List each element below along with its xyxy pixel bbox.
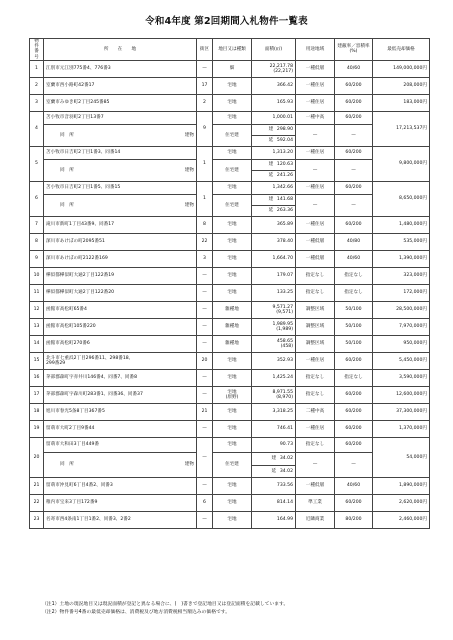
table-row	[30, 267, 430, 284]
row-location-building	[44, 194, 197, 216]
row-area: 1,425.24	[252, 369, 296, 386]
table-row	[30, 420, 430, 437]
row-number: 8	[30, 233, 44, 250]
table-row	[30, 386, 430, 403]
table-row	[30, 181, 430, 194]
row-location-building	[44, 159, 197, 181]
row-price: 2,460,000円	[373, 511, 430, 528]
row-ratio: 50/100	[335, 301, 373, 318]
row-number: 22	[30, 494, 44, 511]
row-location: 函館市高松町65番4	[44, 301, 197, 318]
row-ratio: 40/60	[335, 477, 373, 494]
table-row	[30, 369, 430, 386]
building-label: 建物	[184, 462, 194, 468]
row-area: 1,000.01	[252, 111, 296, 124]
row-ratio: 60/200	[335, 352, 373, 369]
row-number: 2	[30, 77, 44, 94]
row-zone: —	[296, 194, 335, 216]
row-location-building	[44, 124, 197, 146]
row-area: 164.99	[252, 511, 296, 528]
row-location-building	[44, 452, 197, 477]
row-price: 7,970,000円	[373, 318, 430, 335]
row-area	[252, 301, 296, 318]
building-area-label: 建	[268, 197, 274, 203]
header-number: 物件番号	[30, 39, 44, 61]
building-label: 建物	[184, 202, 194, 208]
area-value: 8,971.55	[272, 389, 293, 395]
row-location: 樺似都樺似町大通2丁目122番19	[44, 267, 197, 284]
building-area-label: 建	[268, 162, 274, 168]
row-ratio: 40/80	[335, 233, 373, 250]
row-area	[252, 60, 296, 77]
row-zone: 調整区域	[296, 301, 335, 318]
row-number: 4	[30, 111, 44, 146]
area-registered: (1,989)	[276, 326, 293, 332]
row-number: 12	[30, 301, 44, 318]
row-block: 1	[197, 181, 213, 216]
row-ratio: 60/200	[335, 494, 373, 511]
row-area	[252, 318, 296, 335]
row-number: 17	[30, 386, 44, 403]
row-zone: 調整区域	[296, 318, 335, 335]
building-area-value: 298.90	[276, 127, 293, 133]
row-zone: 指定なし	[296, 284, 335, 301]
table-row-building	[30, 194, 430, 205]
row-ratio: —	[335, 452, 373, 477]
property-table	[29, 38, 430, 529]
row-zone: 調整区域	[296, 335, 335, 352]
row-land-type: 宅地	[213, 111, 252, 124]
header-zone: 用途地域	[296, 39, 335, 61]
table-row	[30, 335, 430, 352]
row-zone: 一種住居	[296, 146, 335, 159]
row-land-type: 雑種地	[213, 318, 252, 335]
row-area	[252, 386, 296, 403]
row-price: 172,000円	[373, 284, 430, 301]
area-value: 9,571.27	[272, 304, 293, 310]
area-registered: (8,970)	[276, 394, 293, 400]
table-row	[30, 60, 430, 77]
row-zone: 一種住居	[296, 94, 335, 111]
footnote-1: （注1）土地の現況地目又は現況面積が登記と異なる場合に、( )書きで登記地目又は登記面積を記載しています。	[42, 602, 289, 607]
row-land-type	[213, 386, 252, 403]
row-zone: —	[296, 452, 335, 477]
row-location: 函館市高松町105番220	[44, 318, 197, 335]
row-price: 54,000円	[373, 437, 430, 477]
row-area: 746.41	[252, 420, 296, 437]
table-row	[30, 318, 430, 335]
floor-area-label: 延	[268, 173, 274, 179]
table-row	[30, 233, 430, 250]
row-area: 366.42	[252, 77, 296, 94]
row-building-area	[252, 194, 296, 205]
row-ratio: 40/60	[335, 250, 373, 267]
row-price: 149,000,000円	[373, 60, 430, 77]
row-location: 苫小牧市音羽町2丁目13番7	[44, 111, 197, 124]
row-location	[44, 352, 197, 369]
land-type-value: 宅地	[227, 389, 237, 395]
row-land-type: 宅地	[213, 77, 252, 94]
row-area: 365.89	[252, 216, 296, 233]
row-block: —	[197, 437, 213, 477]
row-land-type: 宅地	[213, 284, 252, 301]
row-land-type: 宅地	[213, 494, 252, 511]
row-location: 室蘭市みゆき町2丁目245番85	[44, 94, 197, 111]
area-registered: (9,571)	[276, 309, 293, 315]
row-zone: 一種低層	[296, 60, 335, 77]
row-floor-area	[252, 465, 296, 477]
row-area: 3,318.25	[252, 403, 296, 420]
building-area-value: 34.02	[279, 456, 293, 462]
row-location: 樺似都樺似町大通2丁目122番20	[44, 284, 197, 301]
area-value: 22,217.78	[269, 63, 293, 69]
row-ratio: 60/200	[335, 146, 373, 159]
row-location: 留萌市大町2丁目9番44	[44, 420, 197, 437]
row-number: 6	[30, 181, 44, 216]
row-zone: 一種住居	[296, 352, 335, 369]
row-ratio: 40/60	[335, 60, 373, 77]
row-block: 3	[197, 250, 213, 267]
row-number: 18	[30, 403, 44, 420]
row-area: 1,313.20	[252, 146, 296, 159]
row-number: 16	[30, 369, 44, 386]
row-price: 37,300,000円	[373, 403, 430, 420]
floor-area-label: 延	[268, 208, 274, 214]
row-land-type: 宅地	[213, 352, 252, 369]
row-price: 323,000円	[373, 267, 430, 284]
row-price: 1,890,000円	[373, 477, 430, 494]
row-location: 滝川市新町1丁目43番9、同番17	[44, 216, 197, 233]
row-number: 5	[30, 146, 44, 181]
header-location: 所 在 地	[44, 39, 197, 61]
row-ratio: 60/200	[335, 77, 373, 94]
row-zone: 指定なし	[296, 267, 335, 284]
row-price: 950,000円	[373, 335, 430, 352]
row-location: 函館市高松町270番6	[44, 335, 197, 352]
row-number: 21	[30, 477, 44, 494]
row-building-type: 住宅建	[213, 194, 252, 216]
location-line-2: 299番29	[46, 360, 66, 366]
table-row	[30, 403, 430, 420]
table-row	[30, 94, 430, 111]
row-block: 17	[197, 77, 213, 94]
building-same-place: 同 所	[60, 202, 74, 208]
building-same-place: 同 所	[60, 132, 74, 138]
row-location: 旭川市春光5条8丁目367番5	[44, 403, 197, 420]
row-location: 留萌市沖見町6丁目4番2、同番3	[44, 477, 197, 494]
row-number: 1	[30, 60, 44, 77]
footnotes	[42, 601, 288, 617]
floor-area-value: 241.26	[276, 173, 293, 179]
row-number: 14	[30, 335, 44, 352]
table-row	[30, 77, 430, 94]
row-zone: 一種住居	[296, 420, 335, 437]
row-block: —	[197, 477, 213, 494]
building-area-label: 建	[268, 127, 274, 133]
row-ratio: 60/200	[335, 111, 373, 124]
row-building-type: 住宅建	[213, 159, 252, 181]
row-location: 茅部郡森町字赤井川146番4、同番7、同番8	[44, 369, 197, 386]
row-price: 208,000円	[373, 77, 430, 94]
row-number: 13	[30, 318, 44, 335]
row-land-type: 宅地	[213, 437, 252, 452]
floor-area-value: 592.04	[276, 138, 293, 144]
row-land-type: 宅地	[213, 369, 252, 386]
row-location: 深川市あけぼの町2122番169	[44, 250, 197, 267]
row-land-type: 宅地	[213, 250, 252, 267]
row-building-area	[252, 124, 296, 135]
row-zone: 指定なし	[296, 386, 335, 403]
row-number: 23	[30, 511, 44, 528]
row-land-type: 宅地	[213, 403, 252, 420]
row-number: 9	[30, 250, 44, 267]
row-price: 1,480,000円	[373, 216, 430, 233]
row-block: 2	[197, 94, 213, 111]
row-land-type: 宅地	[213, 181, 252, 194]
row-block: —	[197, 301, 213, 318]
row-building-type: 住宅建	[213, 452, 252, 477]
table-row	[30, 111, 430, 124]
area-registered: (22,217)	[273, 68, 293, 74]
row-area	[252, 335, 296, 352]
row-block: 20	[197, 352, 213, 369]
row-ratio: 指定なし	[335, 369, 373, 386]
area-registered: (458)	[280, 343, 293, 349]
row-number: 7	[30, 216, 44, 233]
row-price: 17,213,537円	[373, 111, 430, 146]
table-row	[30, 146, 430, 159]
row-ratio: 指定なし	[335, 267, 373, 284]
floor-area-label: 延	[271, 468, 277, 474]
row-area: 733.56	[252, 477, 296, 494]
row-land-type: 宅地	[213, 477, 252, 494]
row-price: 9,800,000円	[373, 146, 430, 181]
row-ratio: 50/100	[335, 335, 373, 352]
row-price: 535,000円	[373, 233, 430, 250]
row-price: 5,450,000円	[373, 352, 430, 369]
table-row	[30, 511, 430, 528]
area-value: 1,989.95	[272, 321, 293, 327]
table-row	[30, 250, 430, 267]
row-land-type: 宅地	[213, 267, 252, 284]
row-number: 19	[30, 420, 44, 437]
row-location: 江別市元江別775番4、776番3	[44, 60, 197, 77]
row-block: 1	[197, 146, 213, 181]
row-block: —	[197, 420, 213, 437]
row-ratio: 80/200	[335, 511, 373, 528]
table-row	[30, 494, 430, 511]
row-zone: 一種住居	[296, 216, 335, 233]
row-zone: 準工業	[296, 494, 335, 511]
row-ratio: —	[335, 159, 373, 181]
row-block: —	[197, 511, 213, 528]
row-block: 6	[197, 494, 213, 511]
building-label: 建物	[184, 132, 194, 138]
row-block: —	[197, 335, 213, 352]
row-price: 12,600,000円	[373, 386, 430, 403]
row-block: —	[197, 60, 213, 77]
row-block: 9	[197, 111, 213, 146]
building-same-place: 同 所	[60, 167, 74, 173]
table-row	[30, 301, 430, 318]
row-price: 1,390,000円	[373, 250, 430, 267]
building-area-label: 建	[271, 456, 277, 462]
row-zone: —	[296, 124, 335, 146]
row-block: 21	[197, 403, 213, 420]
row-ratio: 60/200	[335, 437, 373, 452]
row-land-type: 畑	[213, 60, 252, 77]
row-block: —	[197, 386, 213, 403]
building-area-value: 120.63	[276, 162, 293, 168]
row-land-type: 宅地	[213, 94, 252, 111]
row-block: —	[197, 369, 213, 386]
row-price: 8,650,000円	[373, 181, 430, 216]
row-block: —	[197, 284, 213, 301]
row-block: —	[197, 318, 213, 335]
row-price: 3,590,000円	[373, 369, 430, 386]
row-area: 1,664.70	[252, 250, 296, 267]
row-zone: 近隣商業	[296, 511, 335, 528]
row-area: 352.93	[252, 352, 296, 369]
row-number: 10	[30, 267, 44, 284]
row-price: 183,000円	[373, 94, 430, 111]
row-price: 1,370,000円	[373, 420, 430, 437]
row-area: 90.73	[252, 437, 296, 452]
table-row	[30, 216, 430, 233]
row-zone: 一種住居	[296, 77, 335, 94]
row-building-area	[252, 452, 296, 465]
table-row	[30, 352, 430, 369]
row-location: 苫小牧市日吉町2丁目1番5、同番15	[44, 181, 197, 194]
row-location: 苫小牧市日吉町2丁目1番3、同番14	[44, 146, 197, 159]
row-ratio: 指定なし	[335, 284, 373, 301]
row-floor-area	[252, 170, 296, 181]
row-location: 名寄市西4条南1丁目1番2、同番3、2番2	[44, 511, 197, 528]
table-row-building	[30, 452, 430, 465]
row-location: 茅部郡森町字森川町283番1、同番36、同番37	[44, 386, 197, 403]
row-zone: 一種低層	[296, 477, 335, 494]
table-row-building	[30, 124, 430, 135]
row-number: 3	[30, 94, 44, 111]
row-land-type: 宅地	[213, 233, 252, 250]
row-land-type: 宅地	[213, 420, 252, 437]
row-ratio: 60/200	[335, 216, 373, 233]
table-row	[30, 437, 430, 452]
header-block: 街区	[197, 39, 213, 61]
row-zone: 指定なし	[296, 369, 335, 386]
floor-area-value: 34.02	[279, 468, 293, 474]
floor-area-label: 延	[268, 138, 274, 144]
row-location: 留萌市大和田3丁目449番	[44, 437, 197, 452]
row-price: 28,500,000円	[373, 301, 430, 318]
floor-area-value: 263.36	[276, 208, 293, 214]
row-price: 2,620,000円	[373, 494, 430, 511]
row-ratio: —	[335, 194, 373, 216]
building-same-place: 同 所	[60, 462, 74, 468]
row-ratio: 50/100	[335, 318, 373, 335]
row-zone: 指定なし	[296, 437, 335, 452]
row-location: 室蘭市西小路町42番17	[44, 77, 197, 94]
row-number: 15	[30, 352, 44, 369]
table-row-building	[30, 159, 430, 170]
row-land-type: 宅地	[213, 511, 252, 528]
row-block: 8	[197, 216, 213, 233]
row-block: 22	[197, 233, 213, 250]
row-land-type: 宅地	[213, 216, 252, 233]
location-line-1: 北斗市七重浜2丁目296番11、298番18、	[46, 355, 134, 361]
row-area: 179.07	[252, 267, 296, 284]
row-ratio: 60/200	[335, 386, 373, 403]
building-label: 建物	[184, 167, 194, 173]
row-zone: 一種低層	[296, 233, 335, 250]
row-location: 深川市あけぼの町2095番51	[44, 233, 197, 250]
row-number: 11	[30, 284, 44, 301]
row-zone: —	[296, 159, 335, 181]
header-area: 面積(㎡)	[252, 39, 296, 61]
row-area: 1,342.66	[252, 181, 296, 194]
row-floor-area	[252, 135, 296, 146]
area-value: 458.65	[276, 338, 293, 344]
table-row	[30, 477, 430, 494]
row-zone: 一種低層	[296, 250, 335, 267]
building-area-value: 141.68	[276, 197, 293, 203]
row-location: 稚内市宝来3丁目172番9	[44, 494, 197, 511]
row-floor-area	[252, 205, 296, 216]
row-ratio: 60/200	[335, 420, 373, 437]
row-ratio: 60/200	[335, 403, 373, 420]
row-number: 20	[30, 437, 44, 477]
row-zone: 二種中高	[296, 403, 335, 420]
row-zone: 一種住居	[296, 181, 335, 194]
row-area: 814.14	[252, 494, 296, 511]
row-land-type: 宅地	[213, 146, 252, 159]
header-price: 最低売却価格	[373, 39, 430, 61]
footnote-2: （注2）物件番号4番の最低売却価格は、消費税及び地方消費税相当額込みの価格です。	[42, 610, 231, 615]
row-ratio: 60/200	[335, 94, 373, 111]
row-land-type: 雑種地	[213, 335, 252, 352]
row-building-area	[252, 159, 296, 170]
row-area: 133.25	[252, 284, 296, 301]
header-land-type: 地目又は種類	[213, 39, 252, 61]
table-header-row	[30, 39, 430, 61]
table-row	[30, 284, 430, 301]
row-building-type: 住宅建	[213, 124, 252, 146]
row-area: 165.93	[252, 94, 296, 111]
row-block: —	[197, 267, 213, 284]
row-land-type: 雑種地	[213, 301, 252, 318]
row-zone: 一種中高	[296, 111, 335, 124]
header-ratio: 建蔽率／容積率(%)	[335, 39, 373, 61]
page-title: 令和4年度 第2回期間入札物件一覧表	[145, 16, 308, 27]
row-ratio: —	[335, 124, 373, 146]
row-ratio: 60/200	[335, 181, 373, 194]
row-area: 378.40	[252, 233, 296, 250]
land-type-registered: (原野)	[225, 394, 239, 400]
